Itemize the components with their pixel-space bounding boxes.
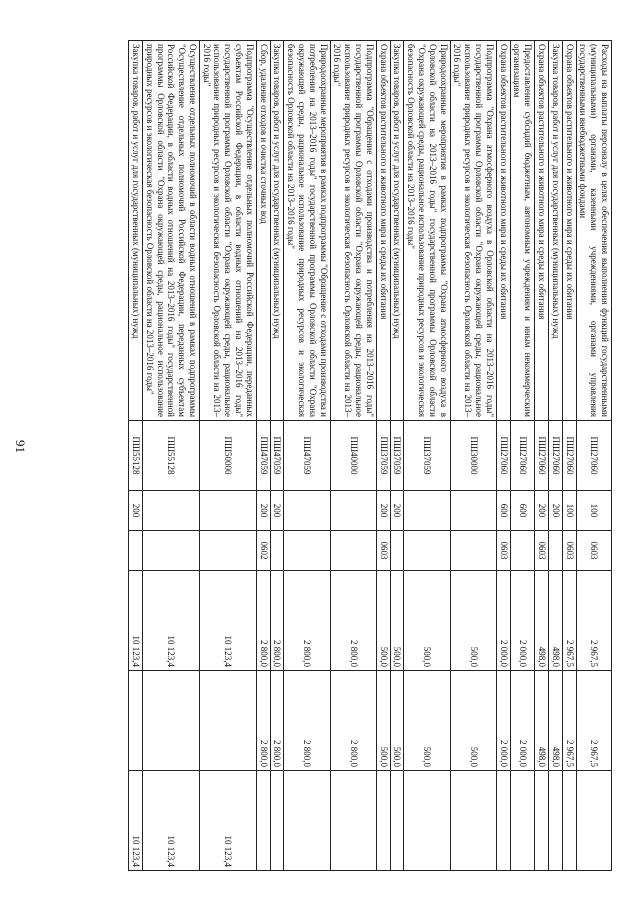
row-description: Подпрограмма "Осуществление отдельных полномочий Российской Федерации, переданных субъектам Российской Федерации, в области водных отношений на 2013–2016 годы" государственной программы Орловской области "Охрана окружающей среды, рациональное использование природных ресурсов и экологическая безопасность Орловской области на 2013–2016 годы" [199,41,256,421]
row-expense-type: 100 [576,491,611,531]
row-expense-type [284,491,330,531]
row-description: Охрана объектов растительного и животного мира и среды их обитания [376,41,390,421]
table-row [576,41,611,871]
row-target-code: ПШ27060 [576,421,611,491]
row-total: 10 123,4 [129,571,143,671]
row-expense-type: 200 [129,491,143,531]
row-total: 10 123,4 [199,571,256,671]
row-section [404,531,450,571]
row-federal-funds [535,771,549,871]
row-expense-type: 600 [496,491,510,531]
row-target-code: ПШ47059 [256,421,270,491]
row-federal-funds [376,771,390,871]
row-description: Предоставление субсидий бюджетным, автономным учреждениям и иным некоммерческим организациям [510,41,535,421]
row-regional-funds: 2 967,5 [576,671,611,771]
row-section [284,531,330,571]
row-target-code: ПШ47059 [270,421,284,491]
row-expense-type [404,491,450,531]
row-regional-funds: 2 800,0 [270,671,284,771]
row-federal-funds [330,771,376,871]
row-federal-funds: 10 123,4 [199,771,256,871]
table-row [390,41,404,871]
row-federal-funds: 10 123,4 [129,771,143,871]
table-row [562,41,576,871]
row-regional-funds: 2 000,0 [510,671,535,771]
row-federal-funds [404,771,450,871]
row-section [390,531,404,571]
table-row [450,41,496,871]
table-row [404,41,450,871]
row-federal-funds [284,771,330,871]
row-section: 0602 [256,531,270,571]
row-target-code: ПШ27060 [562,421,576,491]
table-row [549,41,563,871]
row-target-code: ПШ47059 [284,421,330,491]
row-federal-funds [450,771,496,871]
row-expense-type: 100 [562,491,576,531]
row-federal-funds: 10 123,4 [142,771,199,871]
row-total: 2 800,0 [330,571,376,671]
table-row [510,41,535,871]
row-section: 0603 [562,531,576,571]
table-row [199,41,256,871]
row-regional-funds: 498,0 [535,671,549,771]
row-target-code: ПШ55128 [129,421,143,491]
row-expense-type [142,491,199,531]
row-total: 500,0 [376,571,390,671]
row-total: 2 000,0 [510,571,535,671]
row-section [510,531,535,571]
table-row [284,41,330,871]
row-target-code: ПШ40000 [330,421,376,491]
row-description: Природоохранные мероприятия в рамках подпрограммы "Охрана атмосферного воздуха в Орловской области на 2013–2016 годы" государственной программы Орловской области "Охрана окружающей среды, рациональное использование природных ресурсов и экологическая безопасность Орловской области на 2013–2016 годы" [404,41,450,421]
row-description: Осуществление отдельных полномочий в области водных отношений в рамках подпрограммы "Осуществление отдельных полномочий Российской Федерации, переданных субъектам Российской Федерации, в области водных отношений на 2013–2016 годы" государственной программы Орловской области "Охрана окружающей среды, рациональное использование природных ресурсов и экологическая безопасность Орловской области на 2013–2016 годы" [142,41,199,421]
table-row [129,41,143,871]
row-section: 0603 [576,531,611,571]
row-total: 500,0 [450,571,496,671]
row-total: 498,0 [549,571,563,671]
row-total: 2 800,0 [284,571,330,671]
row-target-code: ПШ55128 [142,421,199,491]
row-federal-funds [270,771,284,871]
row-section [270,531,284,571]
row-target-code: ПШ30000 [450,421,496,491]
row-section [129,531,143,571]
row-total: 500,0 [390,571,404,671]
row-description: Закупка товаров, работ и услуг для государственных (муниципальных) нужд [549,41,563,421]
row-regional-funds: 2 800,0 [256,671,270,771]
row-description: Подпрограмма "Охрана атмосферного воздуха в Орловской области на 2013–2016 годы" государственной программы Орловской области "Охрана окружающей среды, рациональное использование природных ресурсов и экологическая безопасность Орловской области на 2013–2016 годы" [450,41,496,421]
row-description: Закупка товаров, работ и услуг для государственных (муниципальных) нужд [129,41,143,421]
row-expense-type: 200 [390,491,404,531]
table-row [535,41,549,871]
row-total: 2 967,5 [562,571,576,671]
row-expense-type [199,491,256,531]
row-section [199,531,256,571]
row-total: 498,0 [535,571,549,671]
row-description: Закупка товаров, работ и услуг для государственных (муниципальных) нужд [270,41,284,421]
row-section: 0603 [535,531,549,571]
row-description: Природоохранные мероприятия в рамках подпрограммы "Обращение с отходами производства и потребления на 2013–2016 годы" государственной программы Орловской области "Охрана окружающей среды, рациональное использование природных ресурсов и экологическая безопасность Орловской области на 2013–2016 годы" [284,41,330,421]
row-total: 2 800,0 [270,571,284,671]
table-row [256,41,270,871]
table-row [496,41,510,871]
row-description: Подпрограмма "Обращение с отходами производства и потребления на 2013–2016 годы" государственной программы Орловской области "Охрана окружающей среды, рациональное использование природных ресурсов и экологическая безопасность Орловской области на 2013–2016 годы" [330,41,376,421]
row-regional-funds [199,671,256,771]
row-federal-funds [549,771,563,871]
row-total: 2 800,0 [256,571,270,671]
row-target-code: ПШ27060 [535,421,549,491]
row-federal-funds [562,771,576,871]
row-section [142,531,199,571]
row-description: Расходы на выплаты персоналу в целях обеспечения выполнения функций государственными (муниципальными) органами, казенными учреждениями, органами управления государственными внебюджетными фондами [576,41,611,421]
row-federal-funds [256,771,270,871]
table-row [142,41,199,871]
table-row [330,41,376,871]
row-target-code: ПШ50000 [199,421,256,491]
table-body [129,41,612,871]
row-expense-type: 600 [510,491,535,531]
row-federal-funds [390,771,404,871]
row-target-code: ПШ27060 [549,421,563,491]
row-regional-funds: 500,0 [376,671,390,771]
row-section: 0603 [376,531,390,571]
row-section [549,531,563,571]
row-expense-type: 200 [376,491,390,531]
row-description: Охрана объектов растительного и животного мира и среды их обитания [535,41,549,421]
row-regional-funds: 2 000,0 [496,671,510,771]
row-expense-type: 200 [270,491,284,531]
row-target-code: ПШ27060 [510,421,535,491]
page-number: 91 [13,440,28,453]
row-total: 2 967,5 [576,571,611,671]
row-section: 0603 [496,531,510,571]
row-expense-type: 200 [535,491,549,531]
row-total: 2 000,0 [496,571,510,671]
row-target-code: ПШ27060 [496,421,510,491]
row-regional-funds: 500,0 [390,671,404,771]
row-federal-funds [510,771,535,871]
row-regional-funds: 2 800,0 [330,671,376,771]
row-expense-type [330,491,376,531]
row-total: 500,0 [404,571,450,671]
row-regional-funds: 498,0 [549,671,563,771]
row-description: Охрана объектов растительного и животного мира и среды их обитания [496,41,510,421]
row-target-code: ПШ37059 [376,421,390,491]
row-regional-funds: 500,0 [450,671,496,771]
budget-table [128,40,612,871]
table-row [376,41,390,871]
row-description: Охрана объектов растительного и животного мира и среды их обитания [562,41,576,421]
table-row [270,41,284,871]
row-total: 10 123,4 [142,571,199,671]
row-expense-type: 200 [549,491,563,531]
row-expense-type: 200 [256,491,270,531]
row-target-code: ПШ37059 [404,421,450,491]
row-description: Сбор, удаление отходов и очистка сточных вод [256,41,270,421]
row-expense-type [450,491,496,531]
row-section [450,531,496,571]
row-regional-funds: 2 800,0 [284,671,330,771]
rotated-page [128,40,612,870]
row-federal-funds [496,771,510,871]
row-regional-funds [142,671,199,771]
row-regional-funds: 2 967,5 [562,671,576,771]
row-description: Закупка товаров, работ и услуг для государственных (муниципальных) нужд [390,41,404,421]
row-section [330,531,376,571]
row-regional-funds [129,671,143,771]
row-regional-funds: 500,0 [404,671,450,771]
row-federal-funds [576,771,611,871]
row-target-code: ПШ37059 [390,421,404,491]
